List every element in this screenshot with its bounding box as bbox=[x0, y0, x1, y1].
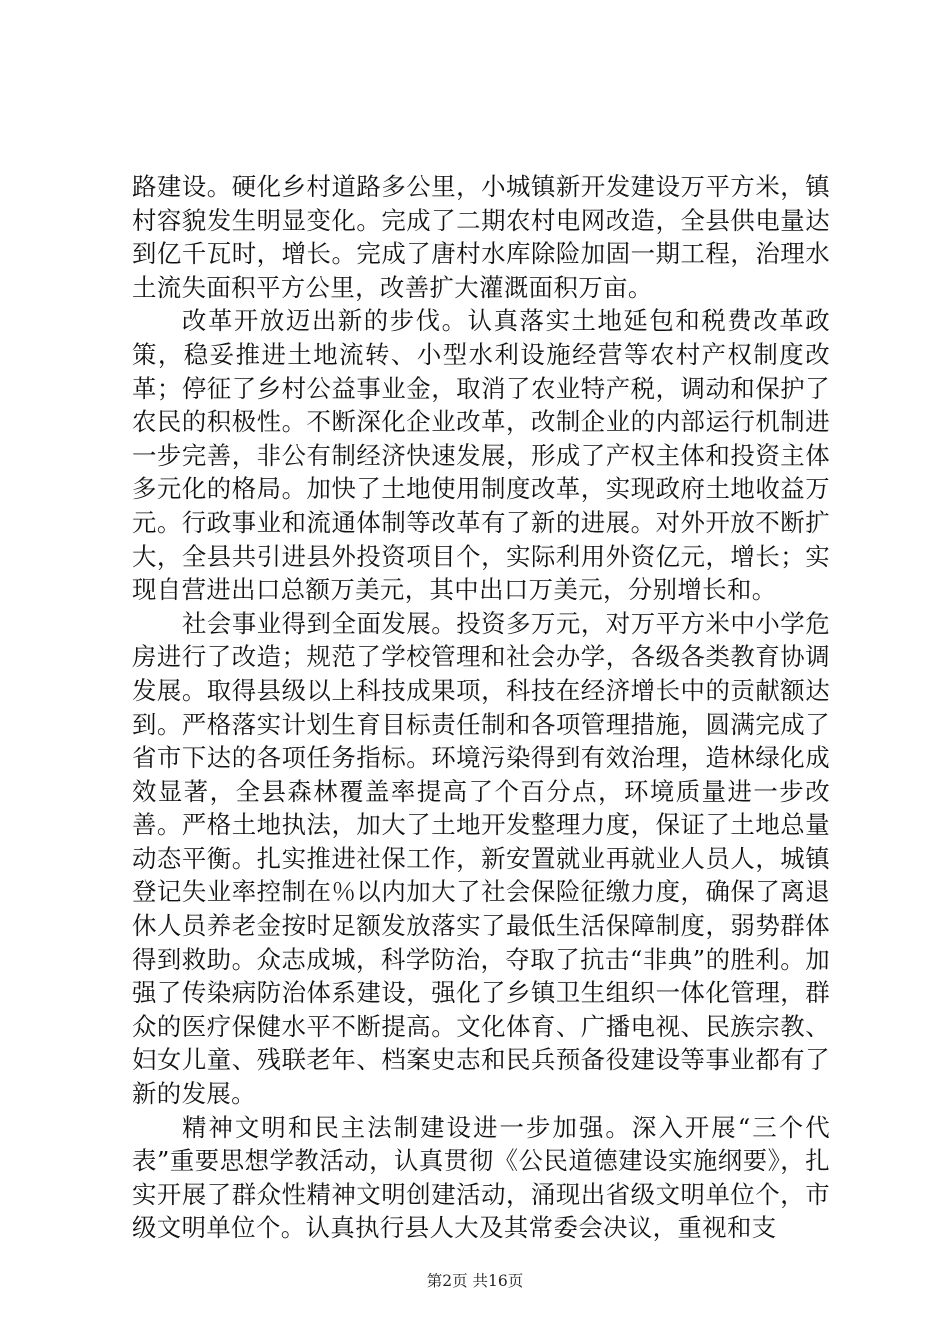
paragraph-road-construction: 路建设。硬化乡村道路多公里，小城镇新开发建设万平方米，镇村容貌发生明显变化。完成了二期农村电网改造，全县供电量达到亿千瓦时，增长。完成了唐村水库除险加固一期工程，治理水土流失面积平方公里，改善扩大灌溉面积万亩。 bbox=[132, 172, 830, 302]
paragraph-social-development: 社会事业得到全面发展。投资多万元，对万平方米中小学危房进行了改造；规范了学校管理和社会办学，各级各类教育协调发展。取得县级以上科技成果项，科技在经济增长中的贡献额达到。严格落实计划生育目标责任制和各项管理措施，圆满完成了省市下达的各项任务指标。环境污染得到有效治理，造林绿化成效显著，全县森林覆盖率提高了个百分点，环境质量进一步改善。严格土地执法，加大了土地开发整理力度，保证了土地总量动态平衡。扎实推进社保工作，新安置就业再就业人员人，城镇登记失业率控制在％以内加大了社会保险征缴力度，确保了离退休人员养老金按时足额发放落实了最低生活保障制度，弱势群体得到救助。众志成城，科学防治，夺取了抗击“非典”的胜利。加强了传染病防治体系建设，强化了乡镇卫生组织一体化管理，群众的医疗保健水平不断提高。文化体育、广播电视、民族宗教、妇女儿童、残联老年、档案史志和民兵预备役建设等事业都有了新的发展。 bbox=[132, 608, 830, 1109]
body-text bbox=[132, 170, 830, 1245]
page-number-footer: 第2页 共16页 bbox=[426, 1272, 524, 1290]
paragraph-reform-opening: 改革开放迈出新的步伐。认真落实土地延包和税费改革政策，稳妥推进土地流转、小型水利设施经营等农村产权制度改革；停征了乡村公益事业金，取消了农业特产税，调动和保护了农民的积极性。不断深化企业改革，改制企业的内部运行机制进一步完善，非公有制经济快速发展，形成了产权主体和投资主体多元化的格局。加快了土地使用制度改革，实现政府土地收益万元。行政事业和流通体制等改革有了新的进展。对外开放不断扩大，全县共引进县外投资项目个，实际利用外资亿元，增长；实现自营进出口总额万美元，其中出口万美元，分别增长和。 bbox=[132, 306, 830, 605]
paragraph-civilization-legal: 精神文明和民主法制建设进一步加强。深入开展“三个代表”重要思想学教活动，认真贯彻《公民道德建设实施纲要》，扎实开展了群众性精神文明创建活动，涌现出省级文明单位个，市级文明单位个。认真执行县人大及其常委会决议，重视和支 bbox=[132, 1112, 830, 1243]
